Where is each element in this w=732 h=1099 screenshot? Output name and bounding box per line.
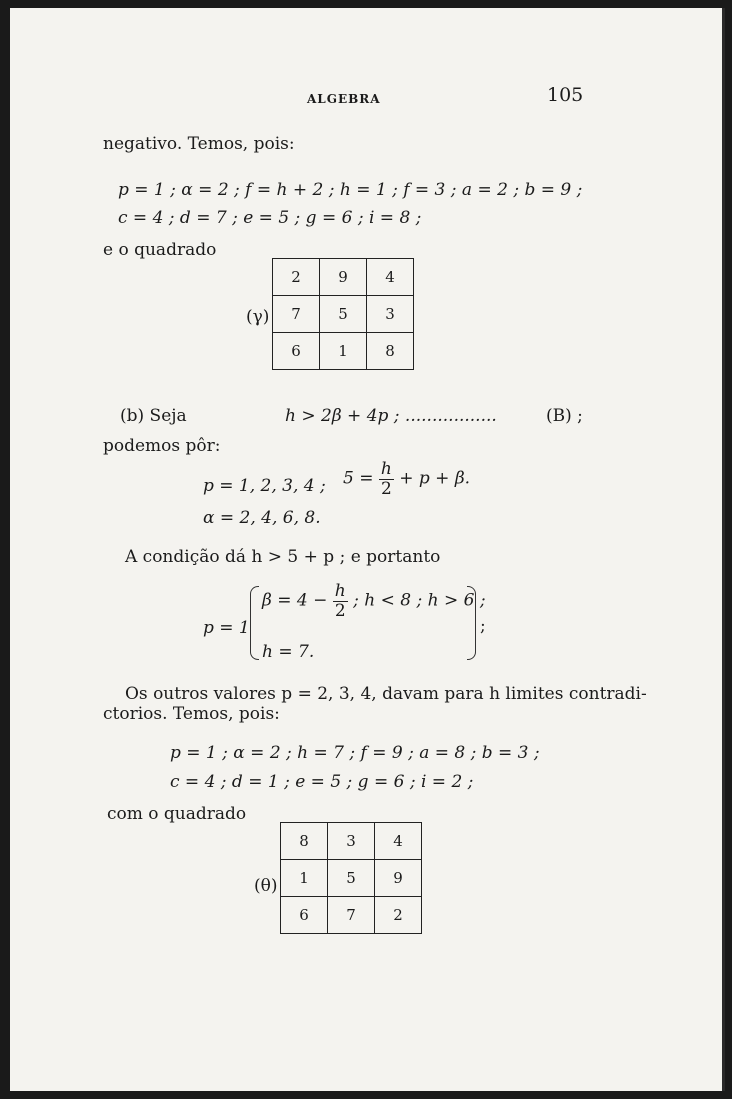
square-cell: 5 [328, 860, 375, 897]
paragraph-podemos: podemos pôr: [103, 436, 221, 456]
left-brace [250, 586, 259, 660]
table-row [273, 296, 414, 333]
equation-line-1: p = 1 ; α = 2 ; f = h + 2 ; h = 1 ; f = 3 ; a = 2 ; b = 9 ; [118, 180, 583, 200]
fraction-denominator: 2 [380, 478, 392, 499]
system-h-line: h = 7. [262, 642, 315, 662]
table-row [281, 823, 422, 860]
case-b-ref: (B) ; [546, 406, 583, 426]
square-theta-label: (θ) [254, 876, 278, 896]
magic-square-theta [280, 822, 422, 934]
paragraph-com-quadrado: com o quadrado [107, 804, 247, 824]
square-cell: 5 [320, 296, 367, 333]
alpha-values: α = 2, 4, 6, 8. [203, 508, 321, 528]
square-cell: 8 [367, 333, 414, 370]
square-cell: 6 [281, 897, 328, 934]
fraction-numerator: h [380, 459, 392, 479]
square-cell: 3 [367, 296, 414, 333]
square-cell: 2 [273, 259, 320, 296]
five-eq-lhs: 5 = [343, 468, 374, 489]
running-header: ALGEBRA [307, 92, 381, 106]
magic-square-gamma [272, 258, 414, 370]
square-cell: 7 [328, 897, 375, 934]
five-equation [343, 460, 470, 498]
square-cell: 7 [273, 296, 320, 333]
beta-lhs: β = 4 − [262, 590, 328, 611]
equation-line-4: c = 4 ; d = 1 ; e = 5 ; g = 6 ; i = 2 ; [170, 772, 474, 792]
square-cell: 2 [375, 897, 422, 934]
fraction-h-over-2 [333, 582, 348, 620]
paragraph-negativo: negativo. Temos, pois: [103, 134, 295, 154]
system-end: ; [480, 616, 486, 636]
case-b-label: (b) Seja [120, 406, 187, 426]
right-brace [467, 586, 476, 660]
fraction-numerator: h [334, 581, 346, 601]
case-b-condition: h > 2β + 4p ; ................. [285, 406, 497, 426]
book-page [10, 8, 725, 1091]
paragraph-outros-2: ctorios. Temos, pois: [103, 704, 280, 724]
square-gamma-label: (γ) [246, 307, 270, 327]
table-row [273, 333, 414, 370]
square-cell: 1 [281, 860, 328, 897]
equation-line-2: c = 4 ; d = 7 ; e = 5 ; g = 6 ; i = 8 ; [118, 208, 422, 228]
fraction-h-over-2 [379, 460, 394, 498]
table-row [273, 259, 414, 296]
page-number: 105 [547, 84, 584, 106]
table-row [281, 860, 422, 897]
square-cell: 6 [273, 333, 320, 370]
square-cell: 4 [375, 823, 422, 860]
fraction-denominator: 2 [334, 600, 346, 621]
square-cell: 4 [367, 259, 414, 296]
paragraph-quadrado: e o quadrado [103, 240, 217, 260]
beta-tail: ; h < 8 ; h > 6 ; [353, 590, 486, 611]
equation-line-3: p = 1 ; α = 2 ; h = 7 ; f = 9 ; a = 8 ; b = 3 ; [170, 743, 540, 763]
table-row [281, 897, 422, 934]
square-cell: 3 [328, 823, 375, 860]
system-lhs: p = 1 [203, 618, 250, 638]
square-cell: 8 [281, 823, 328, 860]
five-eq-tail: + p + β. [399, 468, 471, 489]
paragraph-condicao: A condição dá h > 5 + p ; e portanto [125, 547, 441, 567]
p-values: p = 1, 2, 3, 4 ; [203, 476, 326, 496]
square-cell: 9 [375, 860, 422, 897]
square-cell: 1 [320, 333, 367, 370]
paragraph-outros-1: Os outros valores p = 2, 3, 4, davam para h limites contradi- [125, 684, 647, 704]
system-beta-line [262, 582, 486, 620]
square-cell: 9 [320, 259, 367, 296]
